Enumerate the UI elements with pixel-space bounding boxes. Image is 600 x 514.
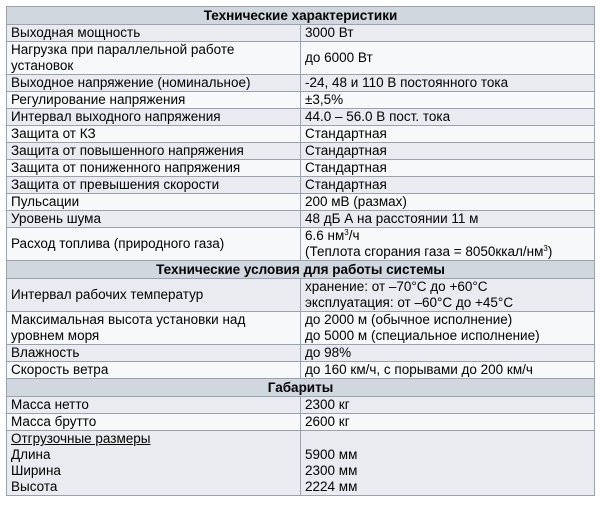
row-label: Масса брутто [7, 414, 301, 431]
row-value: до 6000 Вт [301, 42, 595, 75]
row-label: Выходная мощность [7, 25, 301, 42]
table-row [7, 126, 595, 143]
length-value: 5900 мм [305, 447, 358, 462]
row-value: до 98% [301, 345, 595, 362]
row-value: 44.0 – 56.0 В пост. тока [301, 109, 595, 126]
row-value: Стандартная [301, 177, 595, 194]
heat-value-note: (Теплота сгорания газа = 8050ккал/нм [305, 244, 544, 259]
heat-value-note-end: ) [547, 244, 553, 259]
row-value: 3000 Вт [301, 25, 595, 42]
row-label: Максимальная высота установки над уровнем моря [7, 312, 301, 345]
table-row [7, 92, 595, 109]
length-label: Длина [11, 447, 51, 462]
table-row [7, 211, 595, 228]
row-label: Защита от повышенного напряжения [7, 143, 301, 160]
superscript: 3 [543, 244, 548, 253]
row-value: Стандартная [301, 160, 595, 177]
width-label: Ширина [11, 463, 61, 478]
row-value: 2600 кг [301, 414, 595, 431]
row-value: -24, 48 и 110 В постоянного тока [301, 75, 595, 92]
table-row [7, 160, 595, 177]
row-value: Стандартная [301, 126, 595, 143]
shipping-dimensions-values [301, 431, 595, 496]
altitude-special: до 5000 м (специальное исполнение) [305, 328, 540, 343]
table-row [7, 345, 595, 362]
row-label: Уровень шума [7, 211, 301, 228]
storage-temp: хранение: от –70°С до +60°С [305, 279, 488, 294]
table-row [7, 25, 595, 42]
height-value: 2224 мм [305, 479, 358, 494]
altitude-standard: до 2000 м (обычное исполнение) [305, 312, 513, 327]
operating-temp: эксплуатация: от –60°С до +45°С [305, 295, 514, 310]
table-row [7, 194, 595, 211]
row-label: Интервал выходного напряжения [7, 109, 301, 126]
shipping-dimensions-heading: Отгрузочные размеры [11, 431, 151, 446]
width-value: 2300 мм [305, 463, 358, 478]
table-row [7, 143, 595, 160]
spec-sheet [6, 6, 595, 496]
section-title: Технические условия для работы системы [7, 261, 595, 279]
row-label: Расход топлива (природного газа) [7, 228, 301, 261]
row-value [301, 228, 595, 261]
row-value: 200 мВ (размах) [301, 194, 595, 211]
row-value: 48 дБ А на расстоянии 11 м [301, 211, 595, 228]
table-row [7, 228, 595, 261]
table-row [7, 431, 595, 496]
section-title: Габариты [7, 379, 595, 397]
row-label: Защита от КЗ [7, 126, 301, 143]
row-label: Масса нетто [7, 397, 301, 414]
row-label: Нагрузка при параллельной работе установок [7, 42, 301, 75]
section-header-conditions [7, 261, 595, 279]
table-row [7, 362, 595, 379]
row-value: ±3,5% [301, 92, 595, 109]
table-row [7, 312, 595, 345]
table-row [7, 414, 595, 431]
section-title: Технические характеристики [7, 7, 595, 25]
row-label: Скорость ветра [7, 362, 301, 379]
fuel-rate-unit: /ч [348, 228, 360, 243]
row-label: Защита от превышения скорости [7, 177, 301, 194]
row-value: Стандартная [301, 143, 595, 160]
section-header-dimensions [7, 379, 595, 397]
row-value [301, 312, 595, 345]
table-row [7, 279, 595, 312]
row-value: до 160 км/ч, с порывами до 200 км/ч [301, 362, 595, 379]
superscript: 3 [344, 228, 349, 237]
row-value [301, 279, 595, 312]
table-row [7, 397, 595, 414]
table-row [7, 42, 595, 75]
shipping-dimensions [7, 431, 301, 496]
row-label: Пульсации [7, 194, 301, 211]
row-label: Выходное напряжение (номинальное) [7, 75, 301, 92]
height-label: Высота [11, 479, 58, 494]
fuel-rate-value: 6.6 нм [305, 228, 345, 243]
section-header-technical [7, 7, 595, 25]
table-row [7, 109, 595, 126]
table-row [7, 177, 595, 194]
row-label: Влажность [7, 345, 301, 362]
row-label: Защита от пониженного напряжения [7, 160, 301, 177]
row-label: Регулирование напряжения [7, 92, 301, 109]
table-row [7, 75, 595, 92]
row-value: 2300 кг [301, 397, 595, 414]
spec-table [6, 6, 595, 496]
row-label: Интервал рабочих температур [7, 279, 301, 312]
